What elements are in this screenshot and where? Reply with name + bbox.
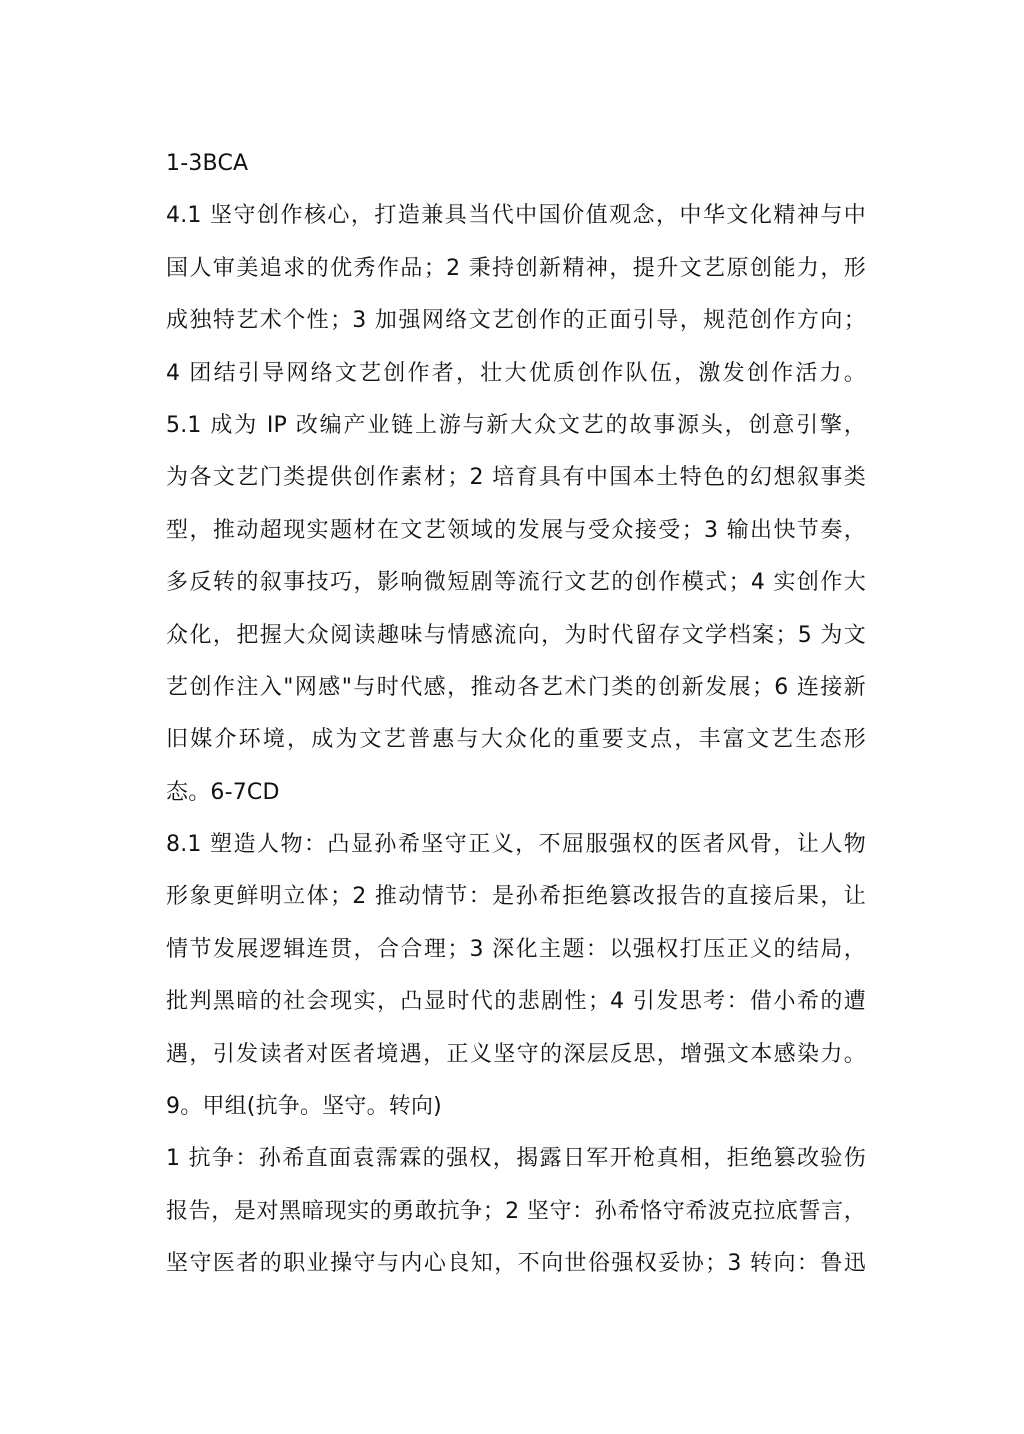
- text-line: 多反转的叙事技巧，影响微短剧等流行文艺的创作模式；4 实创作大: [166, 570, 866, 596]
- text-line: 艺创作注入"网感"与时代感，推动各艺术门类的创新发展；6 连接新: [166, 674, 866, 700]
- text-line: 形象更鲜明立体；2 推动情节：是孙希拒绝篡改报告的直接后果，让: [166, 884, 866, 910]
- text-line: 报告，是对黑暗现实的勇敢抗争；2 坚守：孙希恪守希波克拉底誓言，: [166, 1198, 866, 1224]
- answer-text-block: [166, 138, 866, 1291]
- text-line: 成独特艺术个性；3 加强网络文艺创作的正面引导，规范创作方向；: [166, 308, 866, 334]
- text-line: 型，推动超现实题材在文艺领域的发展与受众接受；3 输出快节奏，: [166, 517, 866, 543]
- text-line: 9。甲组(抗争。坚守。转向): [166, 1094, 442, 1120]
- text-line: 情节发展逻辑连贯，合合理；3 深化主题：以强权打压正义的结局，: [166, 936, 866, 962]
- text-line: 批判黑暗的社会现实，凸显时代的悲剧性；4 引发思考：借小希的遭: [166, 989, 866, 1015]
- text-line: 8.1 塑造人物：凸显孙希坚守正义，不屈服强权的医者风骨，让人物: [166, 832, 866, 858]
- text-line: 旧媒介环境，成为文艺普惠与大众化的重要支点，丰富文艺生态形: [166, 727, 866, 753]
- text-line: 坚守医者的职业操守与内心良知，不向世俗强权妥协；3 转向：鲁迅: [166, 1251, 866, 1277]
- text-line: 1 抗争：孙希直面袁霈霖的强权，揭露日军开枪真相，拒绝篡改验伤: [166, 1146, 866, 1172]
- text-line: 态。6-7CD: [166, 779, 280, 805]
- text-line: 4 团结引导网络文艺创作者，壮大优质创作队伍，激发创作活力。: [166, 360, 866, 386]
- text-line: 众化，把握大众阅读趣味与情感流向，为时代留存文学档案；5 为文: [166, 622, 866, 648]
- text-line: 遇，引发读者对医者境遇，正义坚守的深层反思，增强文本感染力。: [166, 1041, 866, 1067]
- text-line: 4.1 坚守创作核心，打造兼具当代中国价值观念，中华文化精神与中: [166, 203, 866, 229]
- text-line: 5.1 成为 IP 改编产业链上游与新大众文艺的故事源头，创意引擎，: [166, 412, 866, 438]
- text-line: 国人审美追求的优秀作品；2 秉持创新精神，提升文艺原创能力，形: [166, 255, 866, 281]
- text-line: 1-3BCA: [166, 151, 249, 176]
- text-line: 为各文艺门类提供创作素材；2 培育具有中国本土特色的幻想叙事类: [166, 465, 866, 491]
